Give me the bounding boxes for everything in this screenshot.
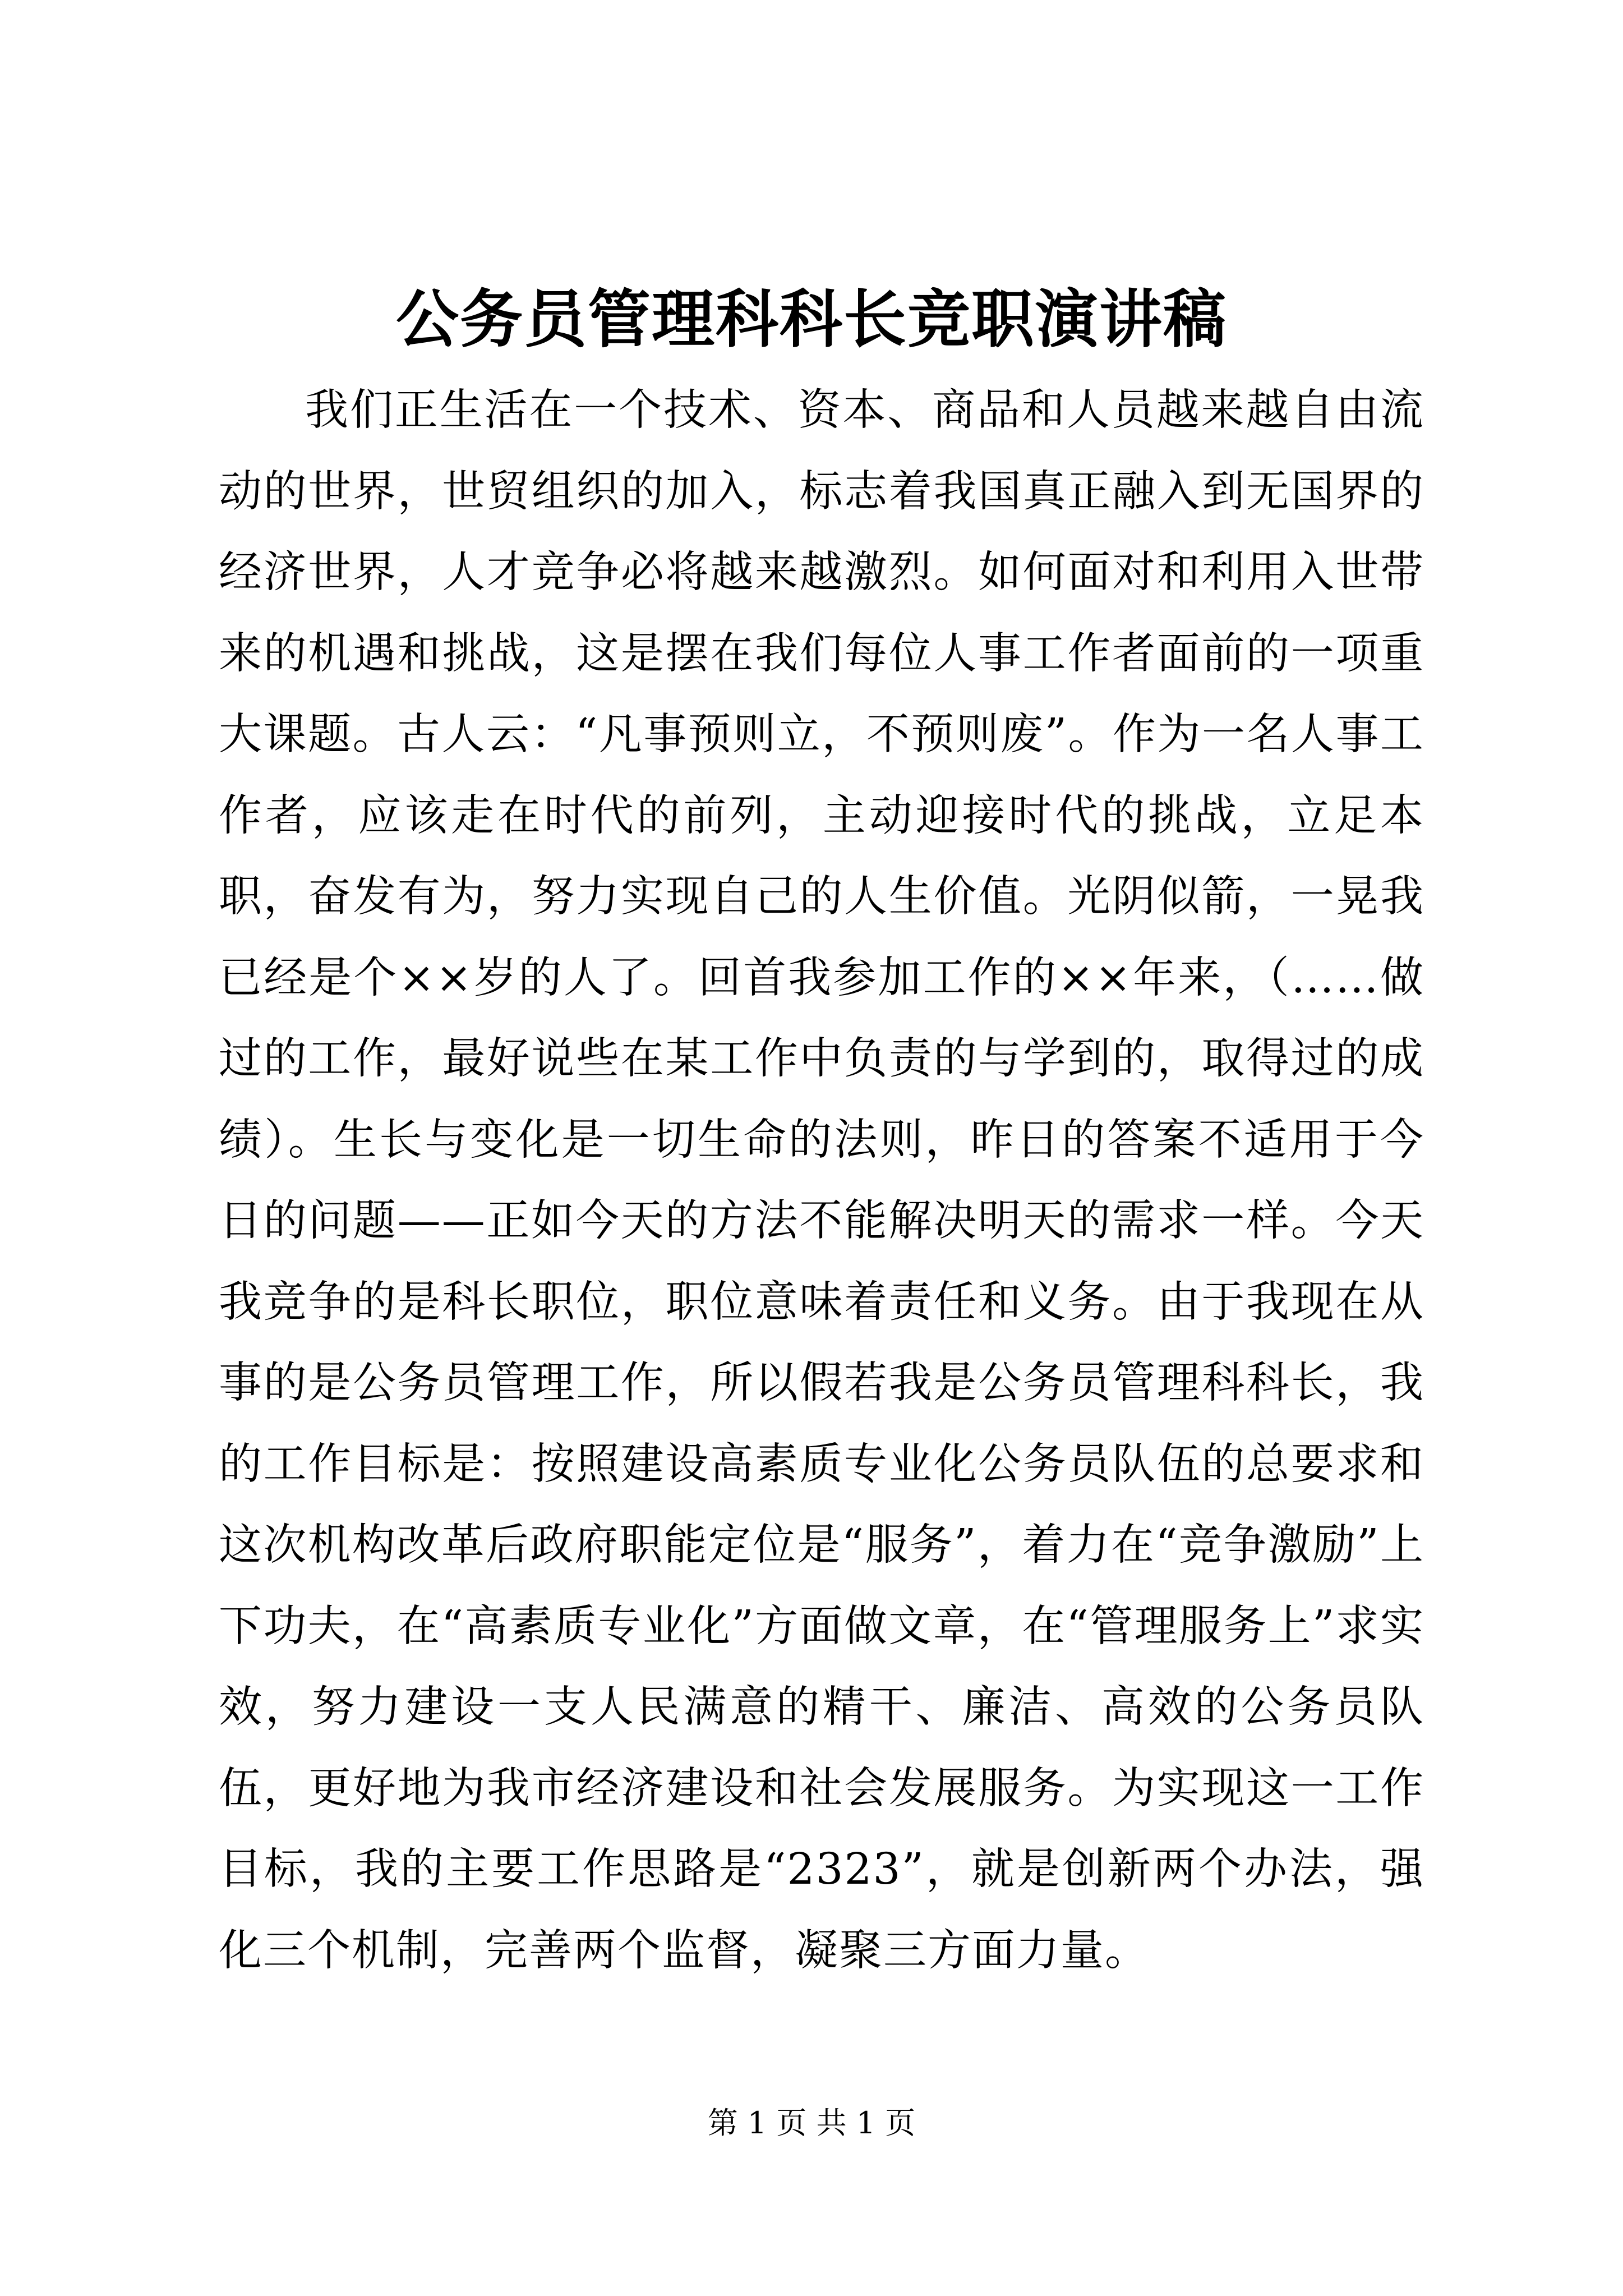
document-title: 公务员管理科科长竞职演讲稿 [396,283,1227,356]
body-paragraph: 我们正生活在一个技术、资本、商品和人员越来越自由流动的世界，世贸组织的加入，标志着我国真正融入到无国界的经济世界，人才竞争必将越来越激烈。如何面对和利用入世带来的机遇和挑战，这是摆在我们每位人事工作者面前的一项重大课题。古人云：“凡事预则立，不预则废”。作为一名人事工作者，应该走在时代的前列，主动迎接时代的挑战，立足本职，奋发有为，努力实现自己的人生价值。光阴似箭，一晃我已经是个××岁的人了。回首我参加工作的××年来，（……做过的工作，最好说些在某工作中负责的与学到的，取得过的成绩）。生长与变化是一切生命的法则，昨日的答案不适用于今日的问题——正如今天的方法不能解决明天的需求一样。今天我竞争的是科长职位，职位意味着责任和义务。由于我现在从事的是公务员管理工作，所以假若我是公务员管理科科长，我的工作目标是：按照建设高素质专业化公务员队伍的总要求和这次机构改革后政府职能定位是“服务”，着力在“竞争激励”上下功夫，在“高素质专业化”方面做文章，在“管理服务上”求实效，努力建设一支人民满意的精干、廉洁、高效的公务员队伍，更好地为我市经济建设和社会发展服务。为实现这一工作目标，我的主要工作思路是“2323”，就是创新两个办法，强化三个机制，完善两个监督，凝聚三方面力量。 [219,385,1424,1976]
page-footer: 第 1 页 共 1 页 [707,2105,916,2141]
